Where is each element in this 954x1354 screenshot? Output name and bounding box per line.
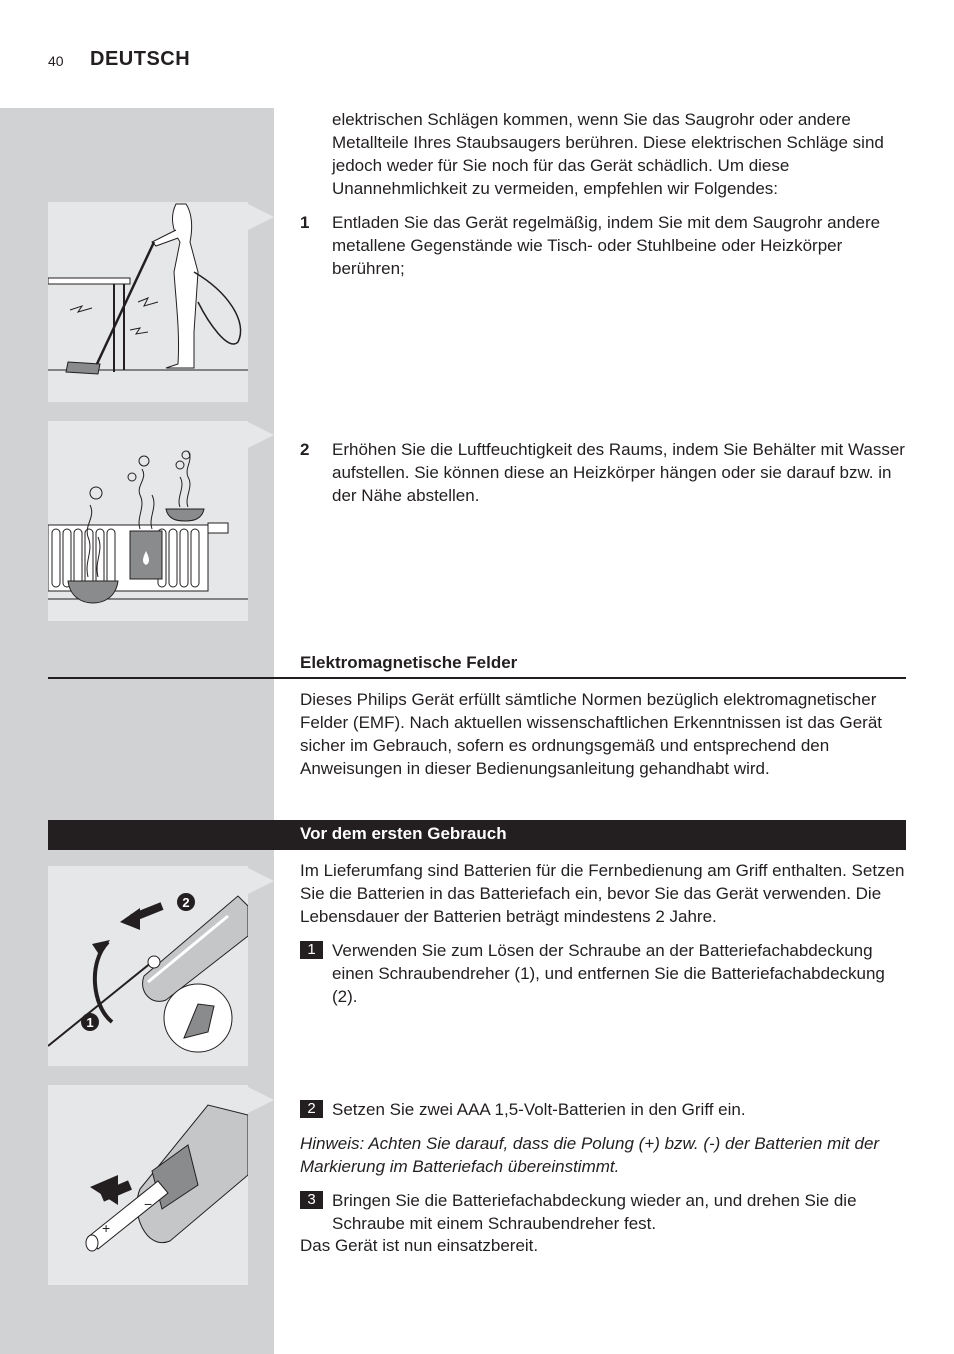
step-number: 2 bbox=[300, 440, 310, 459]
step-text: Verwenden Sie zum Lösen der Schraube an der Batteriefachabdeckung einen Schraubendreher (1), und entfernen Sie die Batteriefachabdeckung (2). bbox=[332, 941, 885, 1006]
step-number-box: 3 bbox=[300, 1191, 323, 1209]
figure-marker-2: 2 bbox=[182, 895, 190, 910]
polarity-note: Hinweis: Achten Sie darauf, dass die Polung (+) bzw. (-) der Batterien mit der Markierung im Batteriefach übereinstimmt. bbox=[300, 1134, 880, 1176]
figure-radiator-humidity bbox=[48, 421, 248, 621]
page-number: 40 bbox=[48, 53, 64, 69]
section-bar-before-use bbox=[48, 820, 906, 850]
figure-pointer bbox=[248, 868, 274, 894]
vacuum-person-illustration bbox=[48, 202, 248, 402]
before-use-intro: Im Lieferumfang sind Batterien für die Fernbedienung am Griff enthalten. Setzen Sie die Batterien in das Batteriefach ein, bevor Sie das Gerät verwenden. Die Lebensdauer der Batterien beträgt mindestens 2 Jahre. bbox=[300, 861, 905, 926]
radiator-illustration bbox=[48, 421, 248, 621]
handle-screwdriver-illustration bbox=[48, 866, 248, 1066]
battery-minus-label: − bbox=[144, 1196, 153, 1212]
figure-pointer bbox=[248, 204, 274, 230]
battery-plus-label: + bbox=[102, 1220, 111, 1236]
intro-paragraph: elektrischen Schlägen kommen, wenn Sie das Saugrohr oder andere Metallteile Ihres Staubsaugers berühren. Diese elektrischen Schläge sind jedoch weder für Sie noch für das Gerät schädlich. Um diese Unannehmlichkeit zu vermeiden, empfehlen wir Folgendes: bbox=[332, 110, 884, 198]
step-text: Erhöhen Sie die Luftfeuchtigkeit des Raums, indem Sie Behälter mit Wasser aufstellen. Sie können diese an Heizkörper hängen oder sie darauf bzw. in der Nähe abstellen. bbox=[332, 440, 905, 505]
section-language-title: DEUTSCH bbox=[90, 48, 191, 70]
figure-pointer bbox=[248, 1087, 274, 1113]
section-divider bbox=[48, 677, 906, 679]
section-heading-emf: Elektromagnetische Felder bbox=[300, 653, 518, 672]
section-heading-before-use: Vor dem ersten Gebrauch bbox=[300, 824, 507, 843]
figure-marker-1: 1 bbox=[86, 1015, 94, 1030]
battery-insert-illustration bbox=[48, 1085, 248, 1285]
step-text: Setzen Sie zwei AAA 1,5-Volt-Batterien in den Griff ein. bbox=[332, 1100, 746, 1119]
step-number: 1 bbox=[300, 213, 310, 232]
figure-insert-batteries bbox=[48, 1085, 248, 1285]
figure-vacuum-discharge bbox=[48, 202, 248, 402]
figure-pointer bbox=[248, 422, 274, 448]
step-number-box: 2 bbox=[300, 1100, 323, 1118]
figure-remove-cover bbox=[48, 866, 248, 1066]
emf-paragraph: Dieses Philips Gerät erfüllt sämtliche Normen bezüglich elektromagnetischer Felder (EMF). Nach aktuellen wissenschaftlichen Erkenntnissen ist das Gerät sicher im Gebrauch, sofern es ordnungsgemäß und entsprechend den Anweisungen in dieser Bedienungsanleitung gehandhabt wird. bbox=[300, 690, 883, 778]
step-text: Bringen Sie die Batteriefachabdeckung wieder an, und drehen Sie die Schraube mit einem Schraubendreher fest. bbox=[332, 1191, 857, 1233]
step-text: Entladen Sie das Gerät regelmäßig, indem Sie mit dem Saugrohr andere metallene Gegenstände wie Tisch- oder Stuhlbeine oder Heizkörper berühren; bbox=[332, 213, 881, 278]
ready-text: Das Gerät ist nun einsatzbereit. bbox=[300, 1236, 539, 1255]
step-number-box: 1 bbox=[300, 941, 323, 959]
